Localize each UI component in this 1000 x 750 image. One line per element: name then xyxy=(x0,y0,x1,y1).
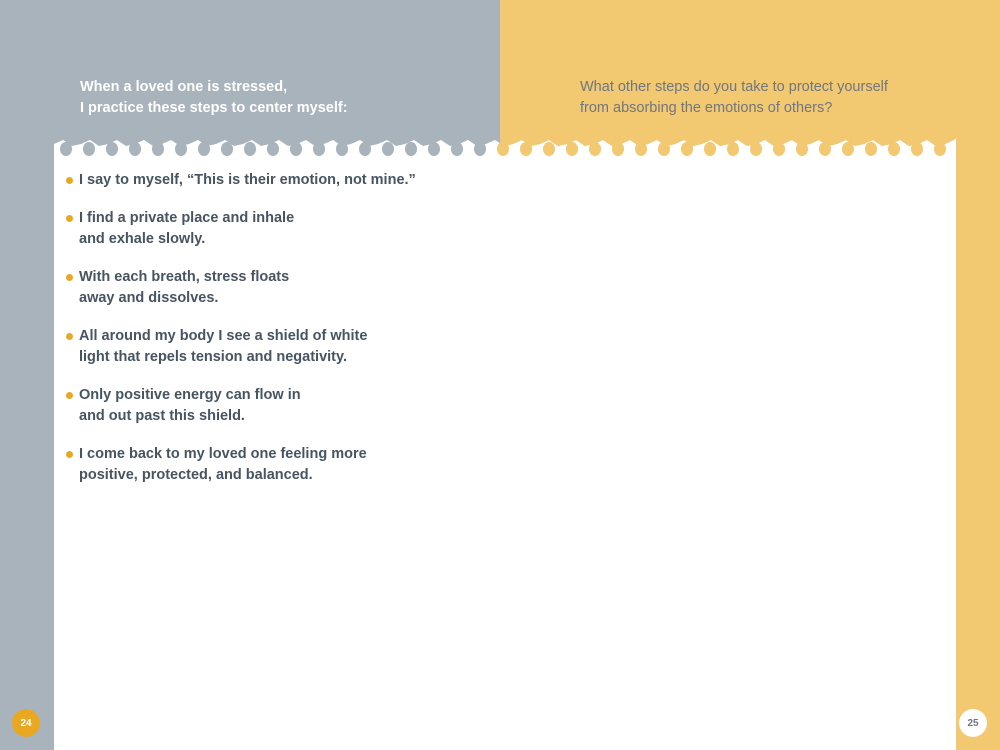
punch-hole-icon xyxy=(934,142,946,156)
punch-hole-icon xyxy=(497,142,509,156)
list-item-line: I come back to my loved one feeling more xyxy=(79,445,367,462)
list-item-line: and out past this shield. xyxy=(79,408,245,424)
list-item xyxy=(66,267,486,310)
bullet-dot-icon xyxy=(66,274,73,281)
bullet-dot-icon xyxy=(66,392,73,399)
punch-hole-icon xyxy=(405,142,417,156)
page-number-left: 24 xyxy=(12,709,40,737)
right-page-heading xyxy=(580,77,960,119)
punch-hole-icon xyxy=(865,142,877,156)
list-item xyxy=(66,385,486,428)
left-heading-line: I practice these steps to center myself: xyxy=(80,100,348,116)
punch-hole-icon xyxy=(658,142,670,156)
punch-hole-icon xyxy=(566,142,578,156)
bullet-dot-icon xyxy=(66,451,73,458)
bullet-dot-icon xyxy=(66,215,73,222)
list-item-line: With each breath, stress floats xyxy=(79,268,290,285)
punch-hole-icon xyxy=(313,142,325,156)
list-item xyxy=(66,170,486,192)
punch-hole-icon xyxy=(152,142,164,156)
punch-hole-icon xyxy=(175,142,187,156)
punch-hole-icon xyxy=(428,142,440,156)
bullet-dot-icon xyxy=(66,333,73,340)
list-item-line: All around my body I see a shield of white xyxy=(79,327,368,344)
punch-hole-icon xyxy=(520,142,532,156)
list-item xyxy=(66,326,486,369)
list-item-line: positive, protected, and balanced. xyxy=(79,467,313,483)
punch-hole-icon xyxy=(681,142,693,156)
punch-hole-icon xyxy=(221,142,233,156)
punch-hole-icon xyxy=(129,142,141,156)
page-number-right: 25 xyxy=(959,709,987,737)
list-item xyxy=(66,208,486,251)
list-item-line: I find a private place and inhale xyxy=(79,209,295,226)
punch-hole-icon xyxy=(612,142,624,156)
centering-steps-list xyxy=(66,170,486,503)
punch-hole-icon xyxy=(773,142,785,156)
list-item-line: and exhale slowly. xyxy=(79,231,206,247)
left-heading-line: When a loved one is stressed, xyxy=(80,79,288,95)
punch-hole-icon xyxy=(474,142,486,156)
punch-hole-icon xyxy=(267,142,279,156)
list-item-line: away and dissolves. xyxy=(79,290,219,306)
punch-hole-icon xyxy=(106,142,118,156)
punch-hole-icon xyxy=(911,142,923,156)
punch-hole-icon xyxy=(451,142,463,156)
punch-hole-icon xyxy=(704,142,716,156)
list-item-line: Only positive energy can flow in xyxy=(79,386,301,403)
punch-hole-icon xyxy=(888,142,900,156)
punch-hole-icon xyxy=(244,142,256,156)
punch-hole-icon xyxy=(382,142,394,156)
punch-hole-icon xyxy=(727,142,739,156)
punch-hole-icon xyxy=(635,142,647,156)
punch-hole-icon xyxy=(589,142,601,156)
list-item-line: light that repels tension and negativity. xyxy=(79,349,348,365)
right-heading-line: What other steps do you take to protect yourself xyxy=(580,79,888,95)
punch-hole-icon xyxy=(336,142,348,156)
punch-hole-icon xyxy=(819,142,831,156)
torn-paper-top-edge xyxy=(54,138,956,168)
list-item-line: I say to myself, “This is their emotion, not mine.” xyxy=(79,172,416,188)
punch-hole-icon xyxy=(796,142,808,156)
right-heading-line: from absorbing the emotions of others? xyxy=(580,100,833,116)
punch-hole-icon xyxy=(290,142,302,156)
punch-hole-icon xyxy=(750,142,762,156)
left-page-heading xyxy=(80,77,460,119)
bullet-dot-icon xyxy=(66,177,73,184)
punch-hole-icon xyxy=(359,142,371,156)
punch-hole-icon xyxy=(543,142,555,156)
punch-hole-icon xyxy=(83,142,95,156)
punch-hole-icon xyxy=(198,142,210,156)
punch-hole-icon xyxy=(60,142,72,156)
list-item xyxy=(66,444,486,487)
punch-hole-icon xyxy=(842,142,854,156)
